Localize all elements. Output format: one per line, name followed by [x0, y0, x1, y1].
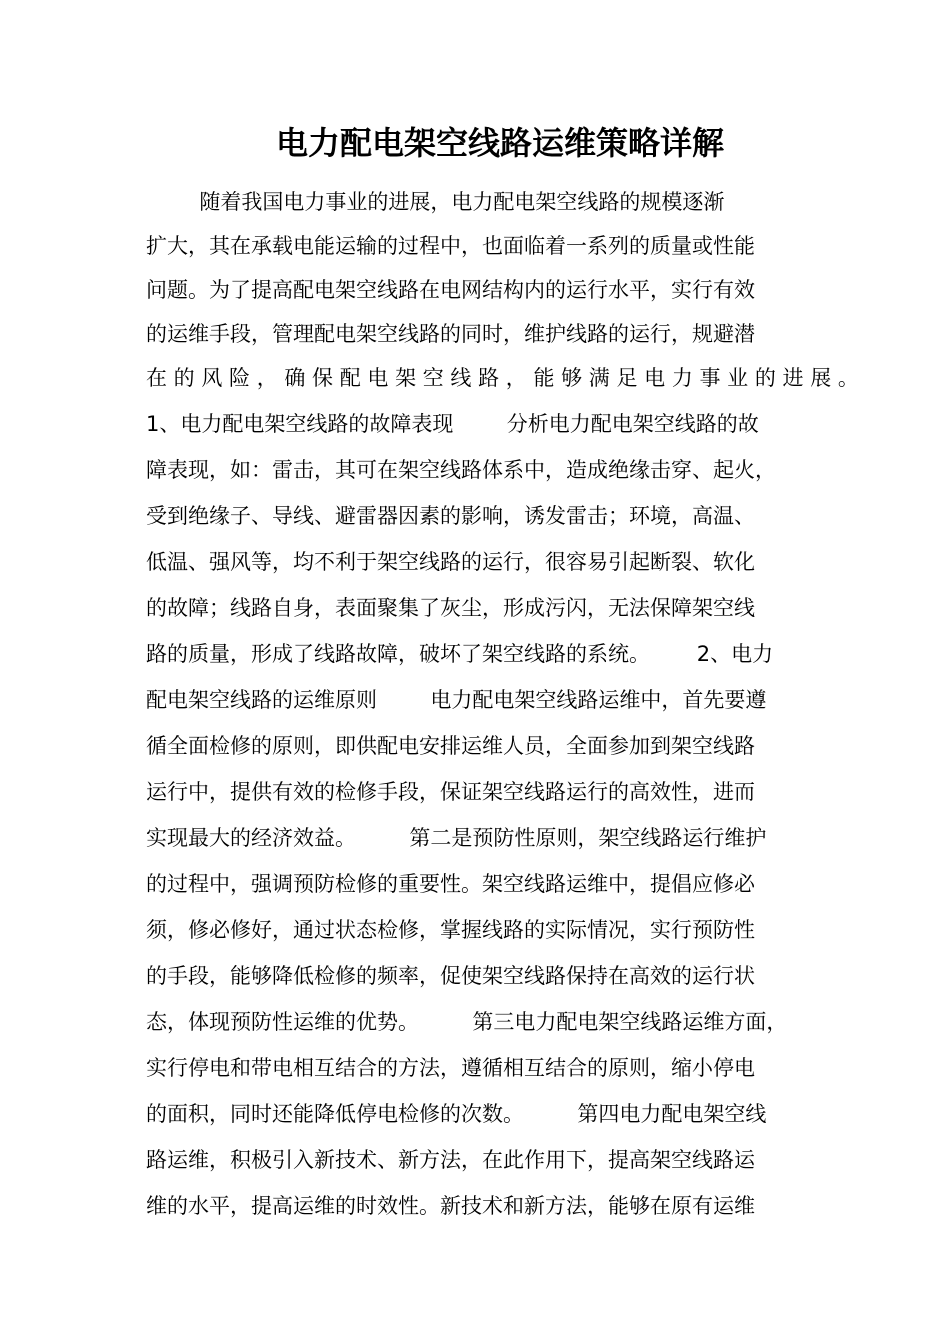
body-line-9: 低温、强风等，均不利于架空线路的运行，很容易引起断裂、软化	[146, 550, 755, 574]
body-line-4: 的运维手段，管理配电架空线路的同时，维护线路的运行，规避潜	[146, 322, 755, 346]
body-line-10: 的故障；线路自身，表面聚集了灰尘，形成污闪，无法保障架空线	[146, 596, 755, 620]
body-line-21: 的面积，同时还能降低停电检修的次数。 第四电力配电架空线	[146, 1102, 767, 1126]
body-line-5: 在 的 风 险 ， 确 保 配 电 架 空 线 路 ， 能 够 满 足 电 力 事 业 的 进 展 。	[146, 366, 859, 390]
document-title: 电力配电架空线路运维策略详解	[276, 124, 725, 162]
body-line-19: 态，体现预防性运维的优势。 第三电力配电架空线路运维方面，	[146, 1010, 788, 1034]
body-line-14: 运行中，提供有效的检修手段，保证架空线路运行的高效性，进而	[146, 780, 755, 804]
body-line-17: 须，修必修好，通过状态检修，掌握线路的实际情况，实行预防性	[146, 918, 755, 942]
body-line-3: 问题。为了提高配电架空线路在电网结构内的运行水平，实行有效	[146, 278, 755, 302]
body-line-11: 路的质量，形成了线路故障，破坏了架空线路的系统。 2、电力	[146, 642, 774, 666]
body-line-18: 的手段，能够降低检修的频率，促使架空线路保持在高效的运行状	[146, 964, 755, 988]
body-line-23: 维的水平，提高运维的时效性。新技术和新方法，能够在原有运维	[146, 1194, 755, 1218]
body-line-20: 实行停电和带电相互结合的方法，遵循相互结合的原则，缩小停电	[146, 1056, 755, 1080]
body-line-12: 配电架空线路的运维原则 电力配电架空线路运维中，首先要遵	[146, 688, 767, 712]
body-line-1: 随着我国电力事业的进展，电力配电架空线路的规模逐渐	[146, 190, 725, 214]
body-line-16: 的过程中，强调预防检修的重要性。架空线路运维中，提倡应修必	[146, 872, 755, 896]
body-line-2: 扩大，其在承载电能运输的过程中，也面临着一系列的质量或性能	[146, 234, 755, 258]
body-line-22: 路运维，积极引入新技术、新方法，在此作用下，提高架空线路运	[146, 1148, 755, 1172]
body-line-7: 障表现，如：雷击，其可在架空线路体系中，造成绝缘击穿、起火，	[146, 458, 776, 482]
body-line-8: 受到绝缘子、导线、避雷器因素的影响，诱发雷击；环境，高温、	[146, 504, 755, 528]
body-line-15: 实现最大的经济效益。 第二是预防性原则，架空线路运行维护	[146, 826, 767, 850]
body-line-6: 1、电力配电架空线路的故障表现 分析电力配电架空线路的故	[146, 412, 759, 436]
body-line-13: 循全面检修的原则，即供配电安排运维人员，全面参加到架空线路	[146, 734, 755, 758]
